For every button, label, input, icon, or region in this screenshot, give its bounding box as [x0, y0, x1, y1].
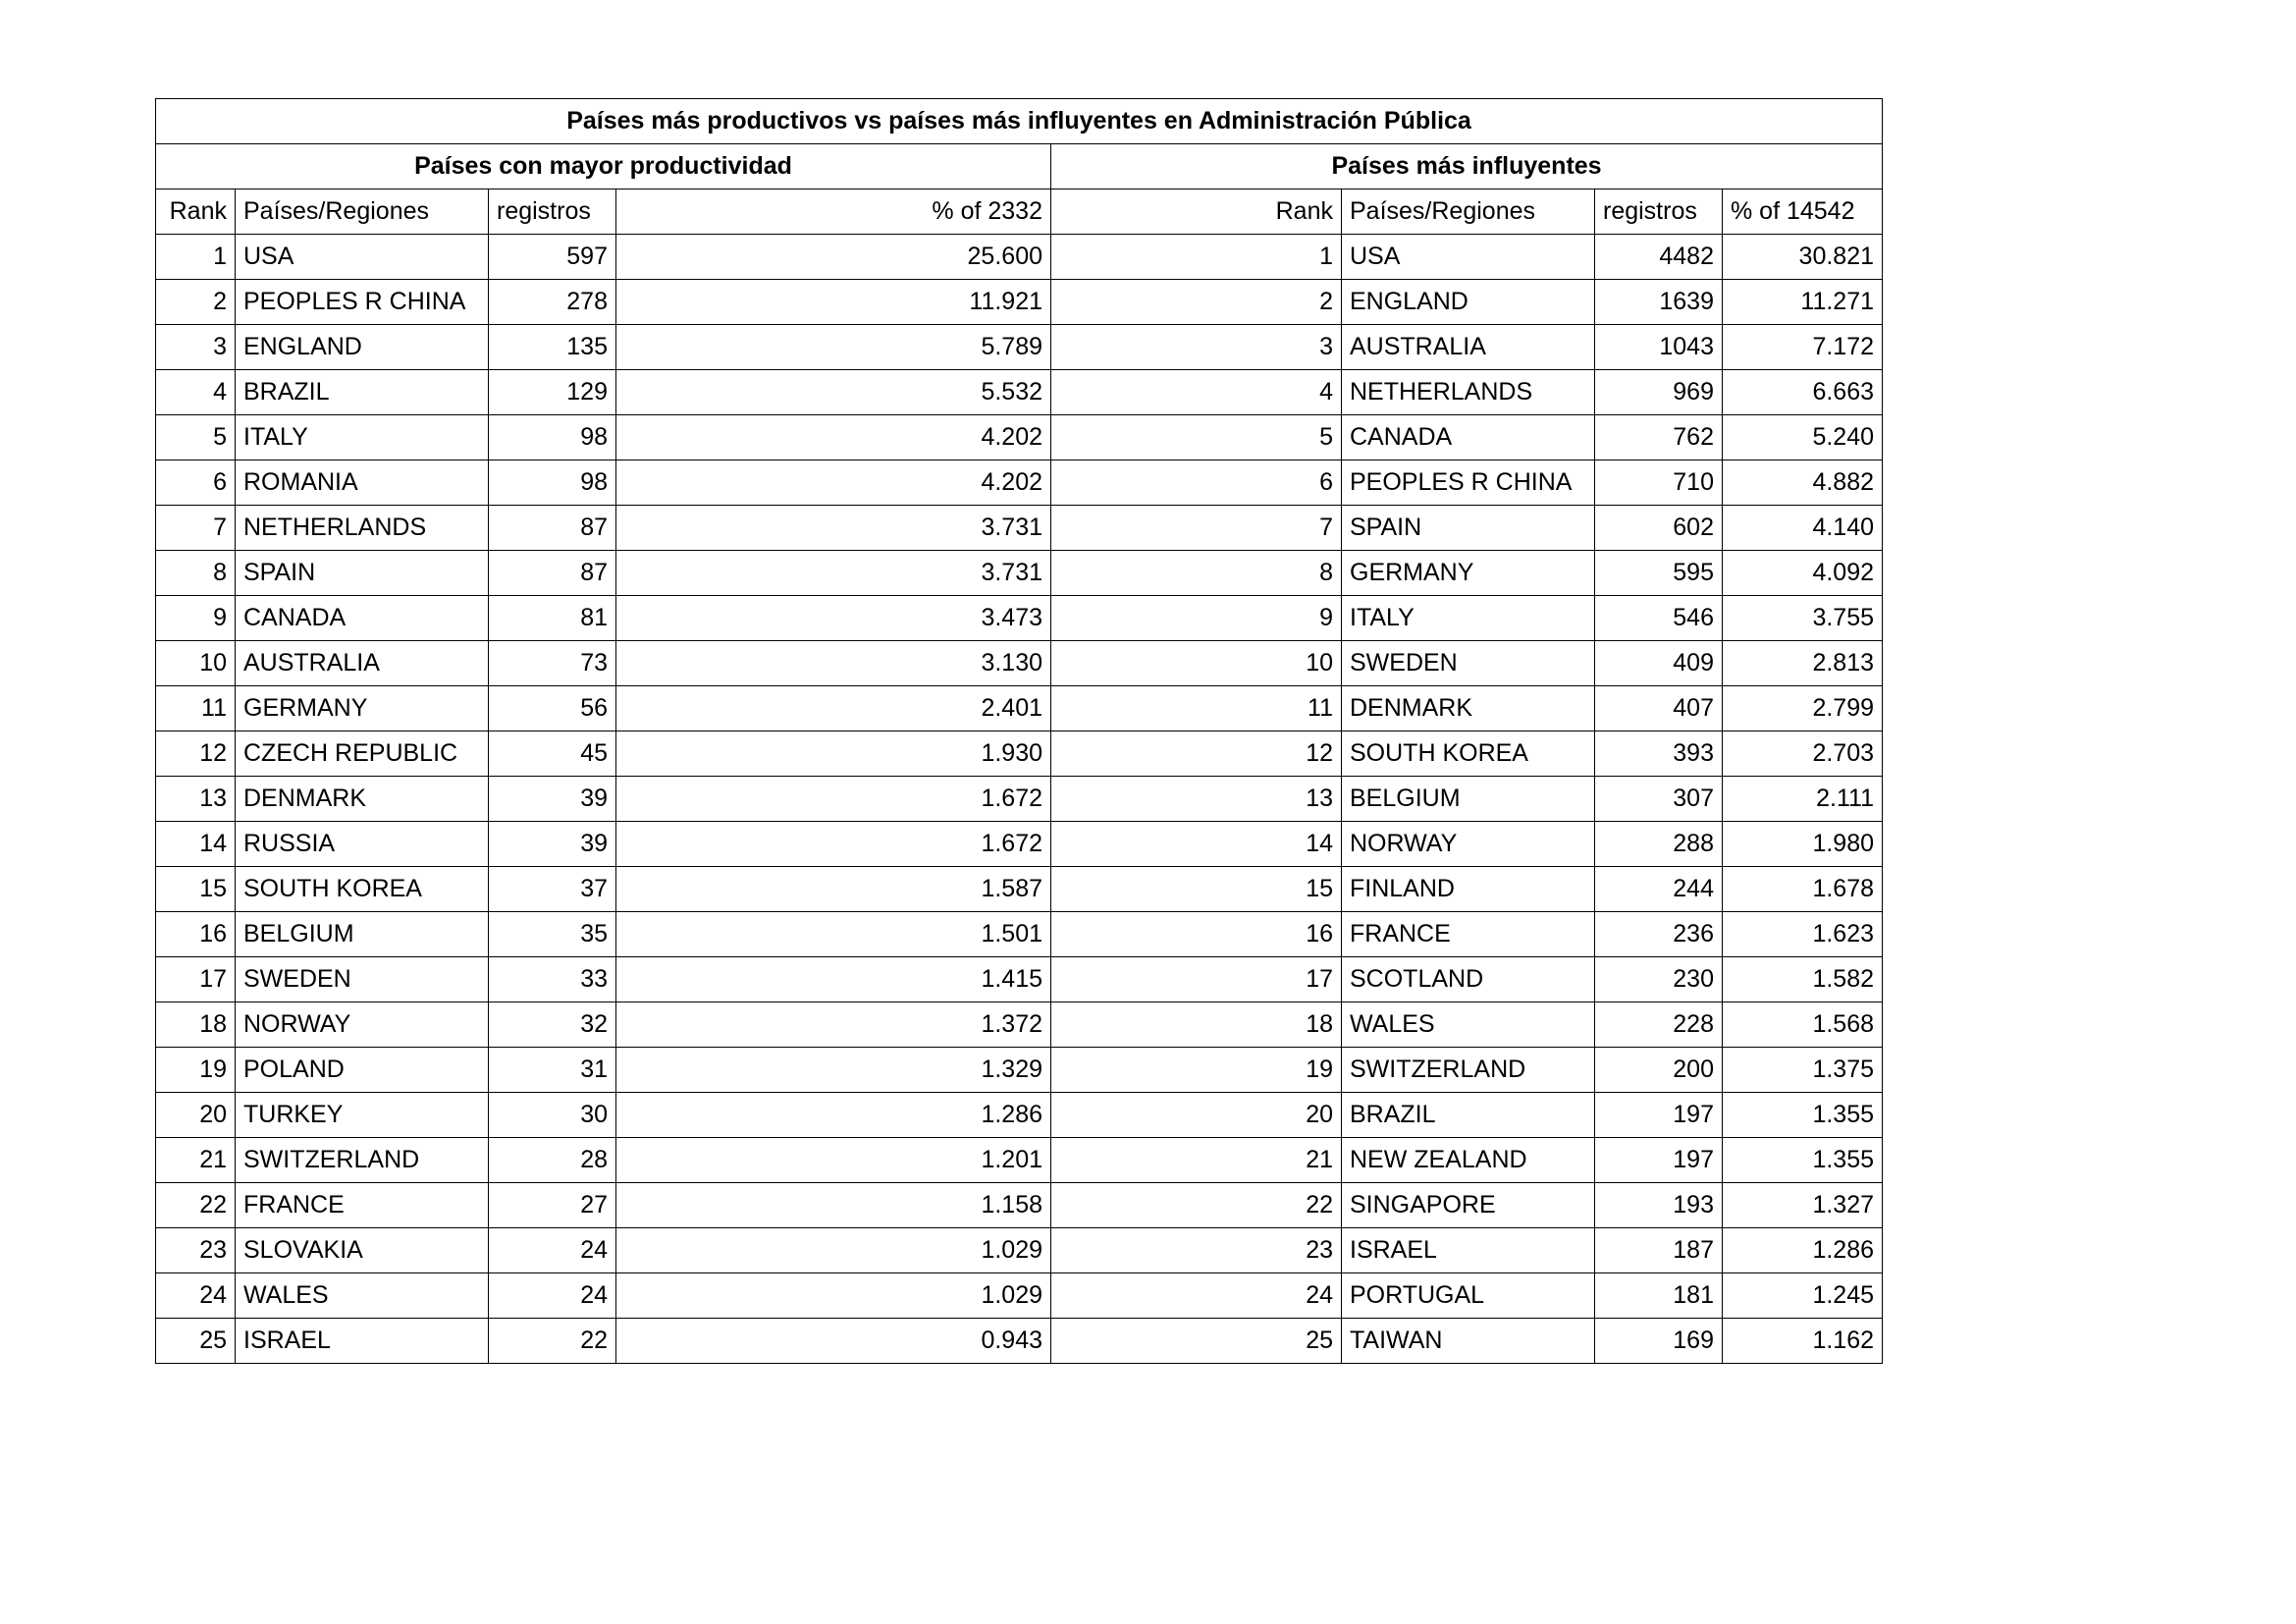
left-percent-cell: 1.286	[616, 1093, 1051, 1138]
left-percent-cell: 5.789	[616, 325, 1051, 370]
left-percent-cell: 1.029	[616, 1228, 1051, 1273]
left-percent-cell: 3.731	[616, 506, 1051, 551]
left-rank-cell: 5	[156, 415, 236, 460]
right-rank-cell: 11	[1051, 686, 1342, 731]
right-percent-cell: 2.813	[1723, 641, 1883, 686]
table-row	[156, 280, 1883, 325]
right-records-cell: 228	[1595, 1002, 1723, 1048]
left-percent-cell: 1.372	[616, 1002, 1051, 1048]
table-row	[156, 370, 1883, 415]
left-records-cell: 56	[489, 686, 616, 731]
table-title-row	[156, 99, 1883, 144]
left-rank-cell: 1	[156, 235, 236, 280]
left-records-cell: 31	[489, 1048, 616, 1093]
left-rank-cell: 22	[156, 1183, 236, 1228]
right-rank-cell: 1	[1051, 235, 1342, 280]
right-rank-cell: 4	[1051, 370, 1342, 415]
left-rank-cell: 9	[156, 596, 236, 641]
left-percent-cell: 4.202	[616, 415, 1051, 460]
table-row	[156, 641, 1883, 686]
right-percent-cell: 1.678	[1723, 867, 1883, 912]
left-records-cell: 129	[489, 370, 616, 415]
right-country-cell: NORWAY	[1342, 822, 1595, 867]
right-country-cell: NEW ZEALAND	[1342, 1138, 1595, 1183]
column-header-row	[156, 189, 1883, 235]
left-records-cell: 27	[489, 1183, 616, 1228]
table-row	[156, 325, 1883, 370]
right-country-cell: SWITZERLAND	[1342, 1048, 1595, 1093]
left-records-cell: 32	[489, 1002, 616, 1048]
right-country-cell: SINGAPORE	[1342, 1183, 1595, 1228]
left-rank-cell: 14	[156, 822, 236, 867]
right-percent-cell: 1.623	[1723, 912, 1883, 957]
left-country-cell: ROMANIA	[236, 460, 489, 506]
right-country-cell: BELGIUM	[1342, 777, 1595, 822]
left-rank-cell: 19	[156, 1048, 236, 1093]
left-percent-cell: 1.415	[616, 957, 1051, 1002]
right-percent-cell: 4.092	[1723, 551, 1883, 596]
right-percent-cell: 2.111	[1723, 777, 1883, 822]
right-country-cell: DENMARK	[1342, 686, 1595, 731]
left-percent-cell: 0.943	[616, 1319, 1051, 1364]
table-row	[156, 1319, 1883, 1364]
left-country-cell: DENMARK	[236, 777, 489, 822]
left-country-cell: SOUTH KOREA	[236, 867, 489, 912]
right-rank-cell: 15	[1051, 867, 1342, 912]
left-percent-cell: 1.930	[616, 731, 1051, 777]
left-percent-cell: 3.473	[616, 596, 1051, 641]
right-rank-cell: 9	[1051, 596, 1342, 641]
right-records-cell: 187	[1595, 1228, 1723, 1273]
right-percent-cell: 1.245	[1723, 1273, 1883, 1319]
left-country-cell: BRAZIL	[236, 370, 489, 415]
left-header-rank: Rank	[156, 189, 236, 235]
left-rank-cell: 2	[156, 280, 236, 325]
section-heading-row	[156, 144, 1883, 189]
left-header-records: registros	[489, 189, 616, 235]
left-percent-cell: 5.532	[616, 370, 1051, 415]
right-records-cell: 307	[1595, 777, 1723, 822]
right-percent-cell: 6.663	[1723, 370, 1883, 415]
right-records-cell: 407	[1595, 686, 1723, 731]
left-records-cell: 98	[489, 460, 616, 506]
left-country-cell: NORWAY	[236, 1002, 489, 1048]
right-rank-cell: 2	[1051, 280, 1342, 325]
right-rank-cell: 23	[1051, 1228, 1342, 1273]
left-records-cell: 87	[489, 506, 616, 551]
left-country-cell: AUSTRALIA	[236, 641, 489, 686]
right-percent-cell: 3.755	[1723, 596, 1883, 641]
right-percent-cell: 4.140	[1723, 506, 1883, 551]
table-row	[156, 1093, 1883, 1138]
left-country-cell: TURKEY	[236, 1093, 489, 1138]
left-country-cell: RUSSIA	[236, 822, 489, 867]
left-country-cell: GERMANY	[236, 686, 489, 731]
right-country-cell: FRANCE	[1342, 912, 1595, 957]
right-records-cell: 200	[1595, 1048, 1723, 1093]
table-row	[156, 1048, 1883, 1093]
left-rank-cell: 7	[156, 506, 236, 551]
right-percent-cell: 2.703	[1723, 731, 1883, 777]
right-percent-cell: 1.582	[1723, 957, 1883, 1002]
left-country-cell: USA	[236, 235, 489, 280]
right-rank-cell: 8	[1051, 551, 1342, 596]
table-row	[156, 1273, 1883, 1319]
right-country-cell: SWEDEN	[1342, 641, 1595, 686]
left-rank-cell: 11	[156, 686, 236, 731]
table-row	[156, 460, 1883, 506]
left-rank-cell: 20	[156, 1093, 236, 1138]
right-records-cell: 230	[1595, 957, 1723, 1002]
left-records-cell: 597	[489, 235, 616, 280]
left-records-cell: 81	[489, 596, 616, 641]
right-header-percent: % of 14542	[1723, 189, 1883, 235]
right-records-cell: 602	[1595, 506, 1723, 551]
right-country-cell: SPAIN	[1342, 506, 1595, 551]
left-country-cell: CANADA	[236, 596, 489, 641]
right-rank-cell: 16	[1051, 912, 1342, 957]
left-header-country: Países/Regiones	[236, 189, 489, 235]
right-header-rank: Rank	[1051, 189, 1342, 235]
right-records-cell: 393	[1595, 731, 1723, 777]
left-country-cell: ITALY	[236, 415, 489, 460]
left-rank-cell: 15	[156, 867, 236, 912]
left-records-cell: 39	[489, 822, 616, 867]
right-country-cell: PORTUGAL	[1342, 1273, 1595, 1319]
left-rank-cell: 21	[156, 1138, 236, 1183]
left-country-cell: ENGLAND	[236, 325, 489, 370]
table-row	[156, 867, 1883, 912]
left-percent-cell: 1.501	[616, 912, 1051, 957]
left-records-cell: 39	[489, 777, 616, 822]
right-records-cell: 762	[1595, 415, 1723, 460]
right-rank-cell: 10	[1051, 641, 1342, 686]
table-row	[156, 235, 1883, 280]
left-records-cell: 73	[489, 641, 616, 686]
right-rank-cell: 24	[1051, 1273, 1342, 1319]
left-percent-cell: 4.202	[616, 460, 1051, 506]
right-percent-cell: 30.821	[1723, 235, 1883, 280]
table-row	[156, 415, 1883, 460]
left-country-cell: BELGIUM	[236, 912, 489, 957]
right-records-cell: 546	[1595, 596, 1723, 641]
left-country-cell: POLAND	[236, 1048, 489, 1093]
right-records-cell: 197	[1595, 1138, 1723, 1183]
right-percent-cell: 1.375	[1723, 1048, 1883, 1093]
right-rank-cell: 13	[1051, 777, 1342, 822]
left-percent-cell: 1.158	[616, 1183, 1051, 1228]
left-percent-cell: 1.029	[616, 1273, 1051, 1319]
table-row	[156, 686, 1883, 731]
left-records-cell: 35	[489, 912, 616, 957]
left-percent-cell: 1.587	[616, 867, 1051, 912]
right-header-country: Países/Regiones	[1342, 189, 1595, 235]
right-country-cell: AUSTRALIA	[1342, 325, 1595, 370]
right-records-cell: 4482	[1595, 235, 1723, 280]
right-country-cell: CANADA	[1342, 415, 1595, 460]
table-row	[156, 1138, 1883, 1183]
right-records-cell: 169	[1595, 1319, 1723, 1364]
left-country-cell: PEOPLES R CHINA	[236, 280, 489, 325]
right-section-heading: Países más influyentes	[1051, 144, 1883, 189]
right-records-cell: 236	[1595, 912, 1723, 957]
right-records-cell: 244	[1595, 867, 1723, 912]
right-records-cell: 197	[1595, 1093, 1723, 1138]
left-rank-cell: 25	[156, 1319, 236, 1364]
right-rank-cell: 17	[1051, 957, 1342, 1002]
right-header-records: registros	[1595, 189, 1723, 235]
left-records-cell: 22	[489, 1319, 616, 1364]
right-country-cell: PEOPLES R CHINA	[1342, 460, 1595, 506]
right-rank-cell: 6	[1051, 460, 1342, 506]
right-percent-cell: 1.568	[1723, 1002, 1883, 1048]
left-records-cell: 24	[489, 1228, 616, 1273]
left-country-cell: SLOVAKIA	[236, 1228, 489, 1273]
right-records-cell: 193	[1595, 1183, 1723, 1228]
table-row	[156, 1183, 1883, 1228]
left-rank-cell: 3	[156, 325, 236, 370]
right-country-cell: NETHERLANDS	[1342, 370, 1595, 415]
left-rank-cell: 6	[156, 460, 236, 506]
left-percent-cell: 1.672	[616, 777, 1051, 822]
left-rank-cell: 16	[156, 912, 236, 957]
right-percent-cell: 1.355	[1723, 1138, 1883, 1183]
left-country-cell: SWITZERLAND	[236, 1138, 489, 1183]
left-country-cell: WALES	[236, 1273, 489, 1319]
left-percent-cell: 3.130	[616, 641, 1051, 686]
left-records-cell: 45	[489, 731, 616, 777]
left-country-cell: SWEDEN	[236, 957, 489, 1002]
left-records-cell: 28	[489, 1138, 616, 1183]
right-records-cell: 1639	[1595, 280, 1723, 325]
right-country-cell: WALES	[1342, 1002, 1595, 1048]
right-rank-cell: 20	[1051, 1093, 1342, 1138]
left-rank-cell: 8	[156, 551, 236, 596]
right-country-cell: FINLAND	[1342, 867, 1595, 912]
right-rank-cell: 21	[1051, 1138, 1342, 1183]
right-country-cell: GERMANY	[1342, 551, 1595, 596]
table-row	[156, 596, 1883, 641]
table-row	[156, 731, 1883, 777]
left-rank-cell: 17	[156, 957, 236, 1002]
left-percent-cell: 25.600	[616, 235, 1051, 280]
left-rank-cell: 18	[156, 1002, 236, 1048]
left-country-cell: SPAIN	[236, 551, 489, 596]
table-row	[156, 822, 1883, 867]
left-country-cell: CZECH REPUBLIC	[236, 731, 489, 777]
left-records-cell: 37	[489, 867, 616, 912]
table-row	[156, 1002, 1883, 1048]
right-country-cell: USA	[1342, 235, 1595, 280]
left-percent-cell: 2.401	[616, 686, 1051, 731]
table-row	[156, 506, 1883, 551]
right-percent-cell: 2.799	[1723, 686, 1883, 731]
left-percent-cell: 3.731	[616, 551, 1051, 596]
left-records-cell: 98	[489, 415, 616, 460]
left-header-percent: % of 2332	[616, 189, 1051, 235]
right-rank-cell: 22	[1051, 1183, 1342, 1228]
right-percent-cell: 7.172	[1723, 325, 1883, 370]
table-row	[156, 551, 1883, 596]
right-percent-cell: 1.327	[1723, 1183, 1883, 1228]
right-rank-cell: 19	[1051, 1048, 1342, 1093]
left-rank-cell: 24	[156, 1273, 236, 1319]
right-percent-cell: 1.162	[1723, 1319, 1883, 1364]
table-row	[156, 1228, 1883, 1273]
left-rank-cell: 23	[156, 1228, 236, 1273]
right-rank-cell: 7	[1051, 506, 1342, 551]
right-rank-cell: 3	[1051, 325, 1342, 370]
left-country-cell: NETHERLANDS	[236, 506, 489, 551]
table-row	[156, 777, 1883, 822]
right-country-cell: SCOTLAND	[1342, 957, 1595, 1002]
right-rank-cell: 25	[1051, 1319, 1342, 1364]
right-rank-cell: 18	[1051, 1002, 1342, 1048]
right-country-cell: ITALY	[1342, 596, 1595, 641]
right-country-cell: TAIWAN	[1342, 1319, 1595, 1364]
left-country-cell: ISRAEL	[236, 1319, 489, 1364]
left-rank-cell: 12	[156, 731, 236, 777]
right-records-cell: 181	[1595, 1273, 1723, 1319]
right-rank-cell: 14	[1051, 822, 1342, 867]
right-percent-cell: 5.240	[1723, 415, 1883, 460]
left-rank-cell: 13	[156, 777, 236, 822]
left-rank-cell: 10	[156, 641, 236, 686]
right-country-cell: BRAZIL	[1342, 1093, 1595, 1138]
left-records-cell: 33	[489, 957, 616, 1002]
left-records-cell: 278	[489, 280, 616, 325]
left-records-cell: 24	[489, 1273, 616, 1319]
right-percent-cell: 1.286	[1723, 1228, 1883, 1273]
right-records-cell: 595	[1595, 551, 1723, 596]
right-records-cell: 1043	[1595, 325, 1723, 370]
right-rank-cell: 12	[1051, 731, 1342, 777]
left-percent-cell: 11.921	[616, 280, 1051, 325]
right-percent-cell: 11.271	[1723, 280, 1883, 325]
left-percent-cell: 1.672	[616, 822, 1051, 867]
right-records-cell: 710	[1595, 460, 1723, 506]
left-country-cell: FRANCE	[236, 1183, 489, 1228]
left-section-heading: Países con mayor productividad	[156, 144, 1051, 189]
left-percent-cell: 1.201	[616, 1138, 1051, 1183]
right-records-cell: 409	[1595, 641, 1723, 686]
right-country-cell: ENGLAND	[1342, 280, 1595, 325]
left-records-cell: 135	[489, 325, 616, 370]
right-country-cell: ISRAEL	[1342, 1228, 1595, 1273]
right-rank-cell: 5	[1051, 415, 1342, 460]
right-records-cell: 969	[1595, 370, 1723, 415]
left-records-cell: 30	[489, 1093, 616, 1138]
table-row	[156, 912, 1883, 957]
right-percent-cell: 1.980	[1723, 822, 1883, 867]
left-records-cell: 87	[489, 551, 616, 596]
right-percent-cell: 4.882	[1723, 460, 1883, 506]
table-row	[156, 957, 1883, 1002]
countries-table	[155, 98, 1883, 1364]
right-records-cell: 288	[1595, 822, 1723, 867]
left-rank-cell: 4	[156, 370, 236, 415]
right-country-cell: SOUTH KOREA	[1342, 731, 1595, 777]
table-title: Países más productivos vs países más influyentes en Administración Pública	[156, 99, 1883, 144]
left-percent-cell: 1.329	[616, 1048, 1051, 1093]
right-percent-cell: 1.355	[1723, 1093, 1883, 1138]
